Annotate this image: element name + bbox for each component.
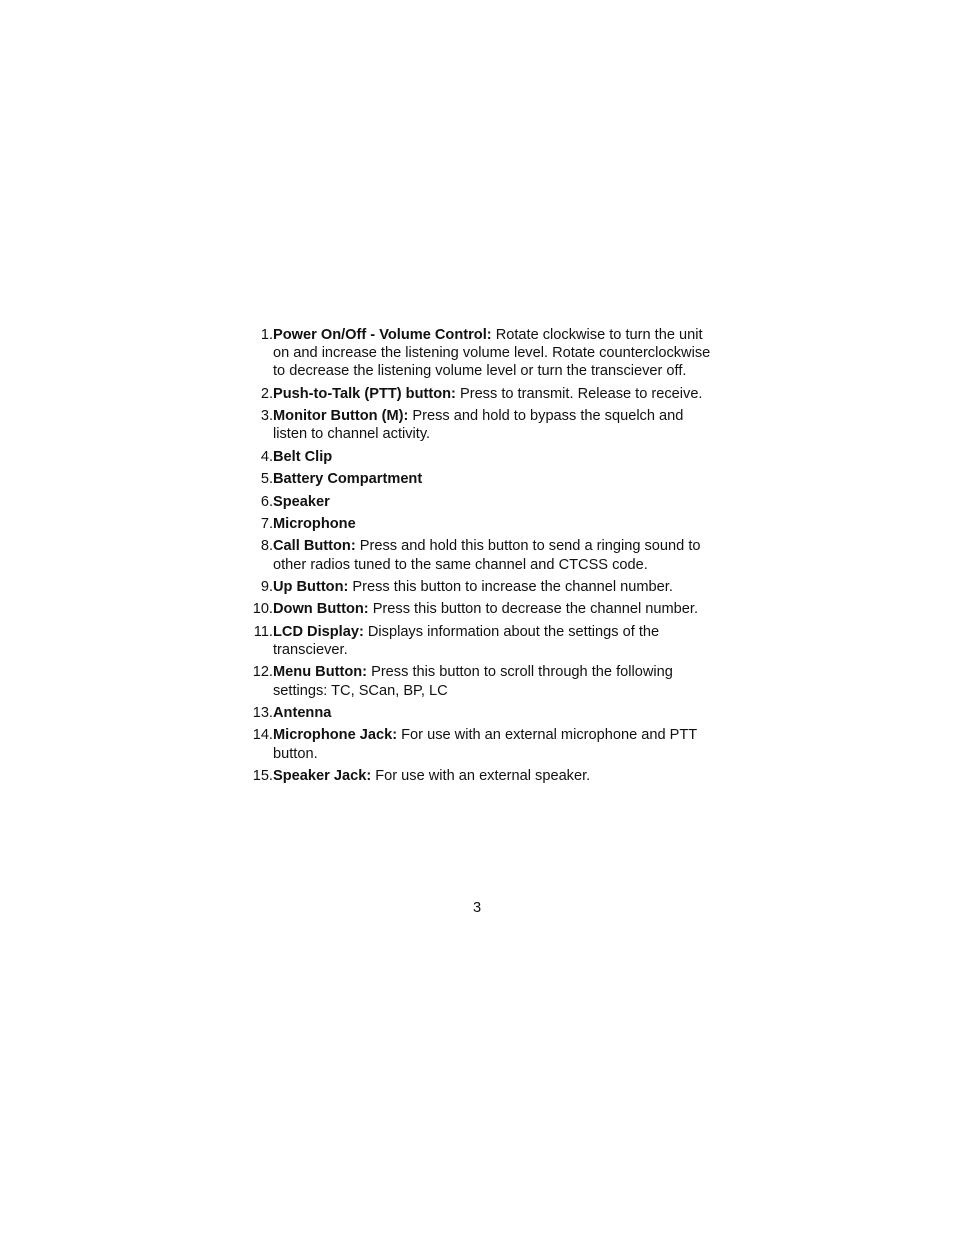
list-item — [226, 726, 716, 762]
list-item — [226, 704, 716, 722]
list-item — [226, 470, 716, 488]
list-item — [226, 767, 716, 785]
item-term: Up Button: — [273, 578, 349, 595]
item-term: Antenna — [273, 704, 332, 721]
item-number: 12. — [252, 664, 273, 681]
item-term: Speaker Jack: — [273, 767, 372, 784]
item-term: Power On/Off - Volume Control: — [273, 327, 492, 343]
item-term: Battery Compartment — [273, 471, 423, 488]
item-term: Belt Clip — [273, 448, 333, 465]
item-number: 4. — [260, 448, 273, 465]
item-number: 15. — [252, 767, 273, 784]
list-item — [226, 493, 716, 511]
item-description: Displays information about the settings of the transciever. — [273, 623, 660, 658]
item-term: Microphone — [273, 515, 356, 532]
item-number: 6. — [260, 493, 273, 510]
item-number: 2. — [260, 385, 273, 402]
item-term: Down Button: — [273, 601, 369, 618]
list-item — [226, 600, 716, 618]
item-term: Speaker — [273, 493, 330, 510]
item-description: For use with an external speaker. — [371, 767, 591, 784]
list-item — [226, 448, 716, 466]
item-number: 7. — [260, 515, 273, 532]
parts-list — [226, 326, 716, 789]
list-item — [226, 623, 716, 659]
page-number: 3 — [472, 900, 482, 916]
item-number: 9. — [260, 578, 273, 595]
item-number: 8. — [260, 538, 273, 555]
item-term: Push-to-Talk (PTT) button: — [273, 385, 456, 402]
item-number: 13. — [252, 704, 273, 721]
item-number: 5. — [260, 471, 273, 488]
item-description: Press this button to scroll through the following settings: TC, SCan, BP, LC — [273, 664, 673, 699]
item-term: Call Button: — [273, 538, 356, 555]
item-number: 11. — [253, 623, 273, 640]
list-item — [226, 326, 716, 381]
item-term: LCD Display: — [273, 623, 364, 640]
list-item — [226, 407, 716, 443]
item-description: For use with an external microphone and PTT button. — [273, 727, 697, 762]
item-number: 14. — [252, 727, 273, 744]
item-number: 1. — [260, 327, 273, 343]
list-item — [226, 578, 716, 596]
item-description: Press to transmit. Release to receive. — [455, 385, 703, 402]
item-description: Press and hold to bypass the squelch and listen to channel activity. — [273, 408, 684, 443]
list-item — [226, 537, 716, 573]
item-term: Menu Button: — [273, 664, 368, 681]
list-item — [226, 385, 716, 403]
item-term: Microphone Jack: — [273, 727, 398, 744]
item-description: Rotate clockwise to turn the unit on and increase the listening volume level. Rotate counterclockwise to decrease the listening volume level or turn the transciever off. — [273, 327, 711, 380]
item-description: Press and hold this button to send a ringing sound to other radios tuned to the same channel and CTCSS code. — [273, 538, 701, 573]
list-item — [226, 515, 716, 533]
item-description: Press this button to decrease the channel number. — [368, 601, 699, 618]
list-item — [226, 663, 716, 699]
item-description: Press this button to increase the channel number. — [348, 578, 673, 595]
item-number: 3. — [260, 408, 273, 425]
item-term: Monitor Button (M): — [273, 408, 409, 425]
item-number: 10. — [252, 601, 273, 618]
